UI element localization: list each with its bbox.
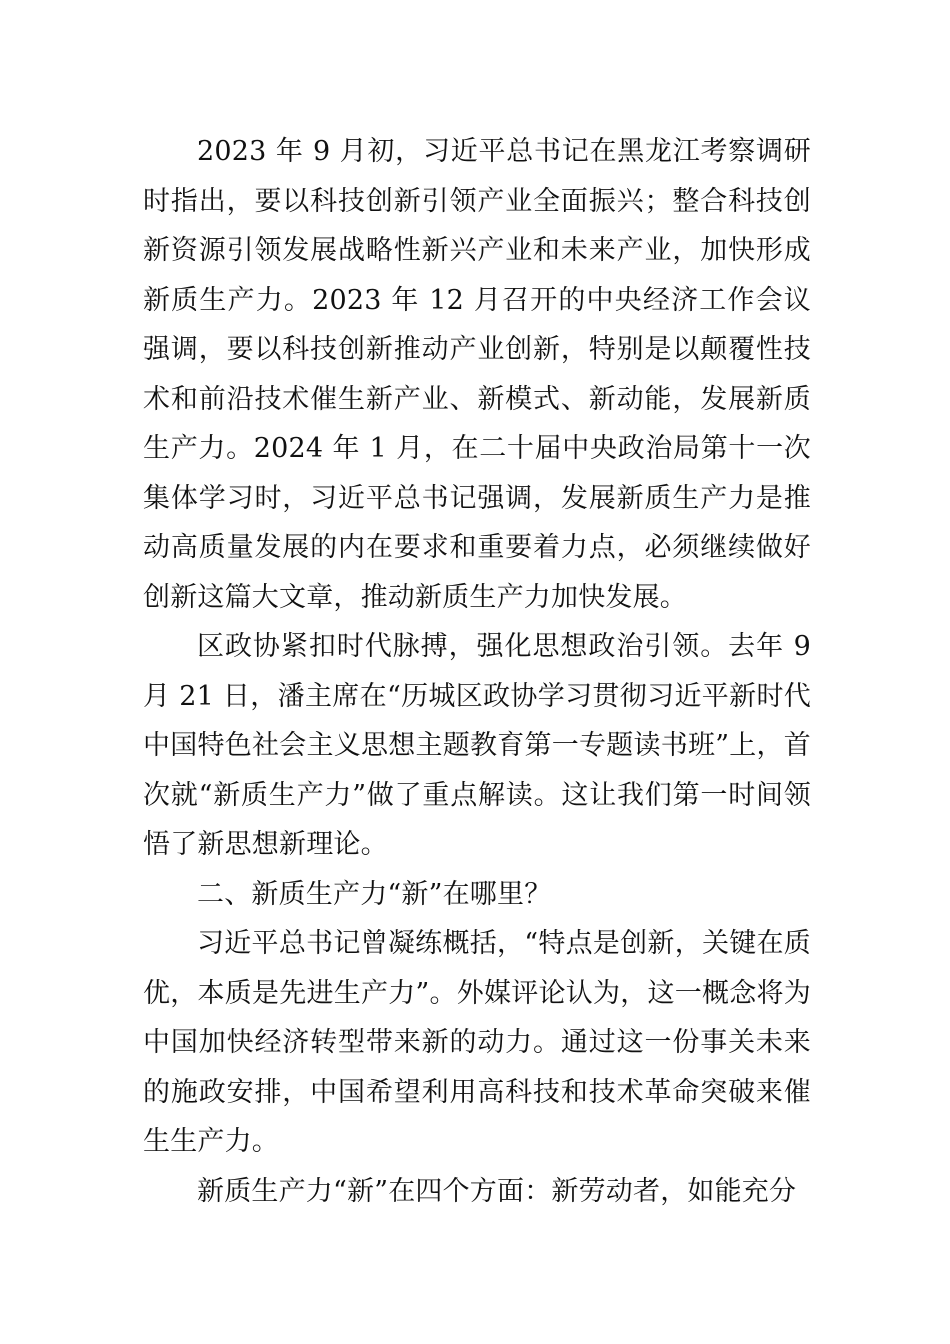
section-heading: 二、新质生产力“新”在哪里？	[197, 878, 552, 910]
paragraph-cppcc-study: 区政协紧扣时代脉搏，强化思想政治引领。去年 9 月 21 日，潘主席在“历城区政协学习贯彻习近平新时代中国特色社会主义思想主题教育第一专题读书班”上，首次就“新质生产力”做了重点解读。这让我们第一时间领悟了新思想新理论。	[143, 631, 811, 860]
document-body	[143, 127, 811, 1216]
paragraph-new-productivity-origin: 2023 年 9 月初，习近平总书记在黑龙江考察调研时指出，要以科技创新引领产业全面振兴；整合科技创新资源引领发展战略性新兴产业和未来产业，加快形成新质生产力。2023 年 12 月召开的中央经济工作会议强调，要以科技创新推动产业创新，特别是以颠覆性技术和前沿技术催生新产业、新模式、新动能，发展新质生产力。2024 年 1 月，在二十届中央政治局第十一次集体学习时，习近平总书记强调，发展新质生产力是推动高质量发展的内在要求和重要着力点，必须继续做好创新这篇大文章，推动新质生产力加快发展。	[143, 136, 811, 613]
paragraph-four-aspects: 新质生产力“新”在四个方面：新劳动者，如能充分	[197, 1175, 797, 1207]
paragraph-definition: 习近平总书记曾凝练概括，“特点是创新，关键在质优，本质是先进生产力”。外媒评论认为，这一概念将为中国加快经济转型带来新的动力。通过这一份事关未来的施政安排，中国希望利用高科技和技术革命突破来催生生产力。	[143, 928, 811, 1157]
